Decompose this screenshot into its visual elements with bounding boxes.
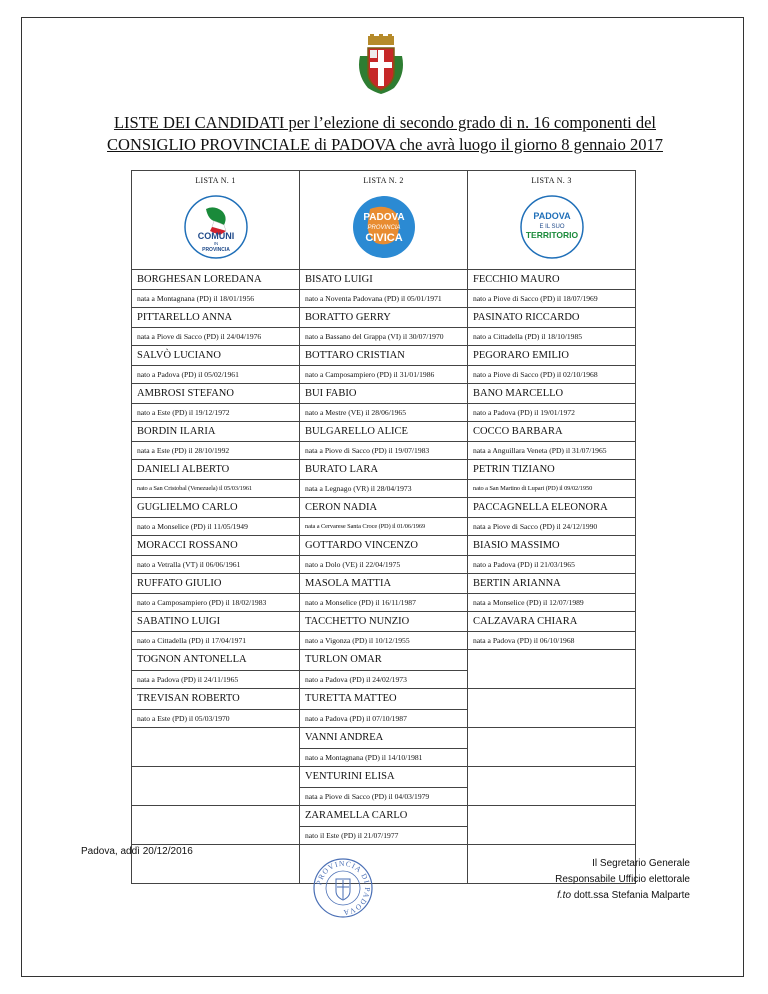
candidate-birth-row	[132, 442, 636, 460]
list-2-header	[300, 171, 468, 270]
candidate-birth-info: nato a Cittadella (PD) il 17/04/1971	[132, 632, 300, 650]
logo-1-text-3: PROVINCIA	[201, 247, 230, 253]
candidate-name-row	[132, 612, 636, 632]
province-crest-icon	[354, 34, 408, 96]
candidate-name-row	[132, 806, 636, 827]
candidate-name: BUI FABIO	[300, 384, 468, 404]
candidate-name: TURLON OMAR	[300, 650, 468, 671]
candidate-name-row	[132, 689, 636, 710]
candidate-name: MASOLA MATTIA	[300, 574, 468, 594]
signature-block	[510, 856, 690, 904]
candidate-name: DANIELI ALBERTO	[132, 460, 300, 480]
candidate-name-row	[132, 384, 636, 404]
candidate-birth-info: nato a Dolo (VE) il 22/04/1975	[300, 556, 468, 574]
list-2-label: LISTA N. 2	[363, 176, 404, 185]
candidate-name-row	[132, 536, 636, 556]
candidate-birth-info: nato a Montagnana (PD) il 14/10/1981	[300, 748, 468, 766]
candidate-name: BURATO LARA	[300, 460, 468, 480]
empty-cell	[468, 806, 636, 845]
candidate-name: PACCAGNELLA ELEONORA	[468, 498, 636, 518]
candidate-birth-info: nata a Padova (PD) il 24/11/1965	[132, 670, 300, 688]
candidate-birth-row	[132, 632, 636, 650]
logo-2-text-2: PROVINCIA	[366, 225, 401, 231]
candidate-birth-info: nato a Cittadella (PD) il 18/10/1985	[468, 328, 636, 346]
candidate-name: ZARAMELLA CARLO	[300, 806, 468, 827]
candidate-name: GOTTARDO VINCENZO	[300, 536, 468, 556]
signature-prefix: f.to	[557, 890, 572, 901]
candidate-birth-info: nata a Monselice (PD) il 12/07/1989	[468, 594, 636, 612]
document-title	[40, 112, 730, 156]
comuni-in-provincia-logo	[184, 195, 248, 259]
candidate-birth-info: nato a Noventa Padovana (PD) il 05/01/1971	[300, 290, 468, 308]
empty-cell	[132, 806, 300, 845]
candidate-name: FECCHIO MAURO	[468, 270, 636, 290]
candidate-name: SALVÒ LUCIANO	[132, 346, 300, 366]
candidate-birth-info: nato a Bassano del Grappa (VI) il 30/07/1970	[300, 328, 468, 346]
list-header-row	[132, 171, 636, 270]
candidate-name-row	[132, 308, 636, 328]
candidate-birth-info: nata a Piove di Sacco (PD) il 24/04/1976	[132, 328, 300, 346]
signature-name: dott.ssa Stefania Malparte	[573, 890, 690, 901]
logo-3-text-2: E IL SUO	[538, 224, 565, 230]
candidate-name: AMBROSI STEFANO	[132, 384, 300, 404]
candidate-birth-row	[132, 366, 636, 384]
candidate-name: BISATO LUIGI	[300, 270, 468, 290]
candidate-birth-row	[132, 480, 636, 498]
candidates-table	[131, 170, 636, 884]
empty-cell	[468, 650, 636, 689]
candidate-name: VENTURINI ELISA	[300, 767, 468, 788]
candidate-name: BERTIN ARIANNA	[468, 574, 636, 594]
candidate-name: BIASIO MASSIMO	[468, 536, 636, 556]
candidate-name-row	[132, 346, 636, 366]
candidate-name: GUGLIELMO CARLO	[132, 498, 300, 518]
candidate-name: BORGHESAN LOREDANA	[132, 270, 300, 290]
candidate-birth-info: nata a Montagnana (PD) il 18/01/1956	[132, 290, 300, 308]
logo-2-text-1: PADOVA	[362, 212, 405, 223]
provincia-di-padova-stamp	[312, 857, 374, 919]
title-line-2: CONSIGLIO PROVINCIALE di PADOVA che avrà luogo il giorno 8 gennaio 2017	[107, 135, 663, 154]
candidate-birth-info: nato a Piove di Sacco (PD) il 02/10/1968	[468, 366, 636, 384]
candidate-birth-info: nato a Vigonza (PD) il 10/12/1955	[300, 632, 468, 650]
candidate-birth-info: nata a Legnago (VR) il 28/04/1973	[300, 480, 468, 498]
candidate-birth-info: nato a Camposampiero (PD) il 31/01/1986	[300, 366, 468, 384]
candidate-name: TACCHETTO NUNZIO	[300, 612, 468, 632]
candidate-name: BULGARELLO ALICE	[300, 422, 468, 442]
candidate-name-row	[132, 767, 636, 788]
candidate-birth-info: nato a Monselice (PD) il 11/05/1949	[132, 518, 300, 536]
candidate-name: TREVISAN ROBERTO	[132, 689, 300, 710]
candidate-name: PEGORARO EMILIO	[468, 346, 636, 366]
logo-3-text-1: PADOVA	[532, 211, 571, 221]
list-3-header	[468, 171, 636, 270]
stamp-text: PROVINCIA DI PADOVA	[314, 858, 373, 918]
candidate-birth-info: nato a Este (PD) il 05/03/1970	[132, 709, 300, 727]
candidate-birth-info: nato a Padova (PD) il 19/01/1972	[468, 404, 636, 422]
list-1-label: LISTA N. 1	[195, 176, 236, 185]
candidate-name-row	[132, 460, 636, 480]
candidate-birth-info: nato a San Cristobal (Venezuela) il 05/03/1961	[132, 480, 300, 498]
candidate-birth-info: nata a Padova (PD) il 06/10/1968	[468, 632, 636, 650]
candidate-name-row	[132, 728, 636, 749]
empty-cell	[132, 767, 300, 806]
logo-1-text-2: IN	[213, 241, 218, 246]
empty-cell	[468, 689, 636, 728]
candidate-name-row	[132, 498, 636, 518]
candidate-birth-info: nato a Monselice (PD) il 16/11/1987	[300, 594, 468, 612]
candidate-birth-row	[132, 556, 636, 574]
candidate-birth-info: nata a Piove di Sacco (PD) il 04/03/1979	[300, 787, 468, 805]
candidate-name: SABATINO LUIGI	[132, 612, 300, 632]
empty-cell	[132, 728, 300, 767]
list-1-header	[132, 171, 300, 270]
signature-name-line	[510, 888, 690, 904]
signature-title: Il Segretario Generale	[592, 858, 690, 869]
candidate-name: CALZAVARA CHIARA	[468, 612, 636, 632]
candidate-birth-info: nato il Este (PD) il 21/07/1977	[300, 826, 468, 844]
candidate-name: VANNI ANDREA	[300, 728, 468, 749]
candidate-name: RUFFATO GIULIO	[132, 574, 300, 594]
candidate-name: BORATTO GERRY	[300, 308, 468, 328]
candidate-name: PASINATO RICCARDO	[468, 308, 636, 328]
candidate-name-row	[132, 650, 636, 671]
candidate-name: PITTARELLO ANNA	[132, 308, 300, 328]
candidate-name: MORACCI ROSSANO	[132, 536, 300, 556]
candidate-name-row	[132, 574, 636, 594]
candidate-birth-info: nata a Cervarese Santa Croce (PD) il 01/06/1969	[300, 518, 468, 536]
candidate-birth-info: nata a Piove di Sacco (PD) il 19/07/1983	[300, 442, 468, 460]
candidate-birth-info: nato a Piove di Sacco (PD) il 18/07/1969	[468, 290, 636, 308]
signature-office: Responsabile Ufficio elettorale	[555, 874, 690, 885]
candidate-birth-info: nato a Vetralla (VT) il 06/06/1961	[132, 556, 300, 574]
candidate-birth-row	[132, 518, 636, 536]
list-3-label: LISTA N. 3	[531, 176, 572, 185]
candidate-birth-row	[132, 328, 636, 346]
candidate-name: PETRIN TIZIANO	[468, 460, 636, 480]
candidate-name: BOTTARO CRISTIAN	[300, 346, 468, 366]
candidate-birth-info: nata a Anguillara Veneta (PD) il 31/07/1965	[468, 442, 636, 460]
logo-3-text-3: TERRITORIO	[525, 230, 578, 240]
candidate-birth-row	[132, 594, 636, 612]
candidate-birth-row	[132, 290, 636, 308]
logo-1-text-1: COMUNI	[197, 231, 234, 241]
candidate-birth-info: nato a San Martino di Lupari (PD) il 09/02/1950	[468, 480, 636, 498]
candidate-name: TOGNON ANTONELLA	[132, 650, 300, 671]
candidate-name: COCCO BARBARA	[468, 422, 636, 442]
candidate-birth-info: nato a Padova (PD) il 24/02/1973	[300, 670, 468, 688]
place-date: Padova, addì 20/12/2016	[81, 846, 193, 857]
candidate-birth-info: nata a Este (PD) il 28/10/1992	[132, 442, 300, 460]
padova-provincia-civica-logo	[352, 195, 416, 259]
candidate-birth-info: nata a Piove di Sacco (PD) il 24/12/1990	[468, 518, 636, 536]
candidate-name-row	[132, 270, 636, 290]
candidate-birth-info: nato a Mestre (VE) il 28/06/1965	[300, 404, 468, 422]
empty-cell	[468, 728, 636, 767]
candidate-name: BORDIN ILARIA	[132, 422, 300, 442]
candidate-birth-row	[132, 404, 636, 422]
candidate-name-row	[132, 422, 636, 442]
title-line-1: LISTE DEI CANDIDATI per l’elezione di secondo grado di n. 16 componenti del	[113, 113, 657, 132]
candidate-name: BANO MARCELLO	[468, 384, 636, 404]
candidate-birth-info: nato a Camposampiero (PD) il 18/02/1983	[132, 594, 300, 612]
candidate-birth-info: nato a Padova (PD) il 05/02/1961	[132, 366, 300, 384]
empty-cell	[468, 767, 636, 806]
candidate-birth-info: nato a Padova (PD) il 21/03/1965	[468, 556, 636, 574]
logo-2-text-3: CIVICA	[364, 232, 403, 244]
candidate-name: TURETTA MATTEO	[300, 689, 468, 710]
candidate-birth-info: nato a Este (PD) il 19/12/1972	[132, 404, 300, 422]
candidate-name: CERON NADIA	[300, 498, 468, 518]
padova-e-il-suo-territorio-logo	[520, 195, 584, 259]
candidate-birth-info: nato a Padova (PD) il 07/10/1987	[300, 709, 468, 727]
